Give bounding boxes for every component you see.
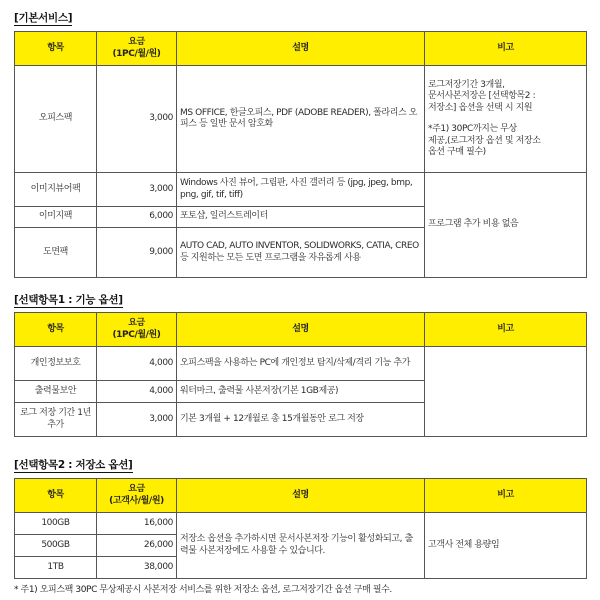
header-item: 항목 <box>15 32 97 66</box>
row-desc: 포토샵, 일러스트레이터 <box>177 207 425 228</box>
header-price: 요금 (1PC/월/원) <box>97 313 177 347</box>
row-name: 이미지뷰어팩 <box>15 173 97 207</box>
note-line: *주1) 30PC까지는 무상 <box>428 124 517 134</box>
note-line: 제공,(로그저장 옵션 및 저장소 <box>428 135 541 146</box>
note-cell <box>425 66 587 173</box>
row-desc: 오피스팩을 사용하는 PC에 개인정보 탐지/삭제/격리 기능 추가 <box>177 347 425 381</box>
row-desc: 워터마크, 출력물 사본저장(기본 1GB제공) <box>177 381 425 403</box>
note-line: 문서사본저장은 [선택항목2 : <box>428 91 536 101</box>
section-title-basic: [기본서비스] <box>14 12 73 24</box>
table-header-row <box>15 32 587 66</box>
row-name: 오피스팩 <box>15 66 97 173</box>
header-desc: 설명 <box>177 479 425 513</box>
table-row <box>15 66 587 173</box>
storage-desc: 저장소 옵션을 추가하시면 문서사본저장 기능이 활성화되고, 출력물 사본저장에도 사용할 수 있습니다. <box>177 513 425 579</box>
note-line: 저장소] 옵션을 선택 시 지원 <box>428 102 533 113</box>
footnote: * 주1) 오피스팩 30PC 무상제공시 사본저장 서비스를 위한 저장소 옵션, 로그저장기간 옵션 구매 필수. <box>14 585 392 595</box>
header-price: 요금 (고객사/월/원) <box>97 479 177 513</box>
row-name: 100GB <box>15 513 97 535</box>
note-line: 로그저장기간 3개월, <box>428 79 505 90</box>
header-price: 요금 (1PC/월/원) <box>97 32 177 66</box>
section-title-option1: [선택항목1 : 기능 옵션] <box>14 294 123 306</box>
row-name: 도면팩 <box>15 228 97 278</box>
row-name: 1TB <box>15 557 97 579</box>
note-cell <box>425 347 587 437</box>
header-item: 항목 <box>15 479 97 513</box>
note-line: 옵션 구매 필수) <box>428 147 486 157</box>
row-desc: AUTO CAD, AUTO INVENTOR, SOLIDWORKS, CATIA, CREO 등 지원하는 모든 도면 프로그램을 자유롭게 사용 <box>177 228 425 278</box>
option1-table <box>14 312 587 437</box>
row-name: 출력물보안 <box>15 381 97 403</box>
row-price: 16,000 <box>97 513 177 535</box>
row-name: 500GB <box>15 535 97 557</box>
row-name: 이미지팩 <box>15 207 97 228</box>
option2-table <box>14 478 587 579</box>
row-name: 로그 저장 기간 1년 추가 <box>15 403 97 437</box>
table-header-row <box>15 313 587 347</box>
header-item: 항목 <box>15 313 97 347</box>
header-note: 비고 <box>425 32 587 66</box>
section-title-option2: [선택항목2 : 저장소 옵션] <box>14 459 133 471</box>
row-price: 4,000 <box>97 381 177 403</box>
storage-note: 고객사 전체 용량임 <box>425 513 587 579</box>
row-desc: 기본 3개월 + 12개월로 총 15개월동안 로그 저장 <box>177 403 425 437</box>
basic-services-table <box>14 31 587 278</box>
header-desc: 설명 <box>177 313 425 347</box>
row-price: 3,000 <box>97 66 177 173</box>
row-name: 개인정보보호 <box>15 347 97 381</box>
row-desc: MS OFFICE, 한글오피스, PDF (ADOBE READER), 폴라리스 오피스 등 일반 문서 암호화 <box>177 66 425 173</box>
row-price: 3,000 <box>97 173 177 207</box>
note-cell: 프로그램 추가 비용 없음 <box>425 173 587 278</box>
table-row <box>15 347 587 381</box>
row-price: 9,000 <box>97 228 177 278</box>
row-price: 4,000 <box>97 347 177 381</box>
row-price: 3,000 <box>97 403 177 437</box>
row-price: 6,000 <box>97 207 177 228</box>
row-price: 26,000 <box>97 535 177 557</box>
table-header-row <box>15 479 587 513</box>
header-note: 비고 <box>425 479 587 513</box>
header-note: 비고 <box>425 313 587 347</box>
row-price: 38,000 <box>97 557 177 579</box>
table-row <box>15 173 587 207</box>
row-desc: Windows 사진 뷰어, 그림판, 사진 갤러리 등 (jpg, jpeg, bmp, png, gif, tif, tiff) <box>177 173 425 207</box>
header-desc: 설명 <box>177 32 425 66</box>
table-row <box>15 513 587 535</box>
